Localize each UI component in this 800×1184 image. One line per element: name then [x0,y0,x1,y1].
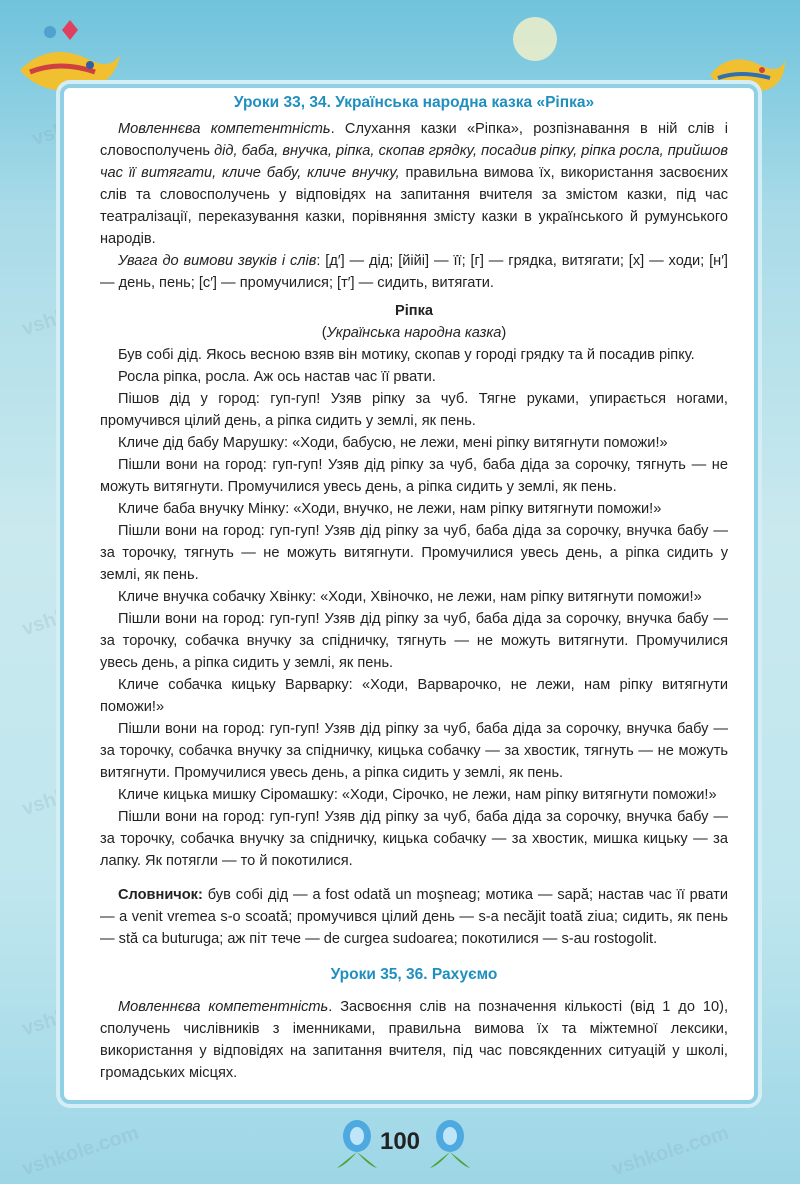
story-paragraph: Пішов дід у город: гуп-гуп! Узяв ріпку за чуб. Тягне руками, упирається ногами, промучився цілий день, а ріпка сидить у землі, як пень. [100,391,728,429]
story-paragraph: Кличе внучка собачку Хвінку: «Ходи, Хвіночко, не лежи, нам ріпку витягнути поможи!» [118,589,702,605]
story-paragraph: Пішли вони на город: гуп-гуп! Узяв дід ріпку за чуб, баба діда за сорочку, внучка бабу — за торочку, собачка внучку за спідничку, тягнуть — не можуть витягнути. Промучилися увесь день, а ріпка сидить у землі, як пень. [100,611,728,671]
story-paragraph: Кличе баба внучку Мінку: «Ходи, внучко, не лежи, нам ріпку витягнути поможи!» [118,501,662,517]
story-subtitle: (Українська народна казка) [321,325,507,341]
sun-circle-decoration [510,14,560,64]
story-paragraph: Був собі дід. Якось весною взяв він мотику, скопав у городі грядку та й посадив ріпку. [118,347,695,363]
flower-ornament-right-icon [428,1118,473,1174]
story-title: Ріпка [394,303,434,319]
lesson-35-36-competence: Мовленнєва компетентність. Засвоєння слів на позначення кількості (від 1 до 10), сполучень числівників з іменниками, правильна вимова їх та міжтемної лексики, використання у відповідях на запитання вчителя, під час повсякденних ситуацій у школі, громадських місцях. [100,999,728,1081]
lesson-33-34-pronunciation: Увага до вимови звуків і слів: [д′] — дід; [йійі] — її; [г] — грядка, витягати; [х] — ходи; [н′] — день, пень; [с′] — промучилися; [т′] — сидить, витягати. [100,253,728,291]
story-paragraph: Пішли вони на город: гуп-гуп! Узяв дід ріпку за чуб, баба діда за сорочку, внучка бабу — за торочку, собачка внучку за спідничку, кицька собачку — за хвостик, тягнуть — не можуть витягнути. Промучилися увесь день, а ріпка сидить у землі, як пень. [100,721,728,781]
lesson-35-36-heading: Уроки 35, 36. Рахуємо [330,966,498,983]
story-paragraph: Кличе собачка кицьку Варварку: «Ходи, Варварочко, не лежи, нам ріпку витягнути поможи!» [100,677,728,715]
story-paragraph: Пішли вони на город: гуп-гуп! Узяв дід ріпку за чуб, баба діда за сорочку, тягнуть — не можуть витягнути. Промучилися увесь день, а ріпка сидить у землі, як пень. [100,457,728,495]
vocabulary-block: Словничок: був собі дід — a fost odată un moşneag; мотика — sapă; настав час її рвати — a venit vremea s-o scoată; промучився цілий день — s-a necăjit toată ziua; сидить, як пень — stă ca buturuga; аж піт тече — de curgea sudoarea; покотилися — s-au rostogolit. [100,887,728,947]
story-paragraph: Пішли вони на город: гуп-гуп! Узяв дід ріпку за чуб, баба діда за сорочку, внучка бабу — за торочку, собачка внучку за спідничку, кицька собачку — за хвостик, мишка кицьку — за лапку. Як потягли — то й покотилися. [100,809,728,869]
story-text [100,344,728,872]
watermark: vshkole.com [609,1121,732,1181]
lesson-33-34-heading: Уроки 33, 34. Українська народна казка «Ріпка» [233,94,595,111]
page-content [100,92,728,1084]
story-paragraph: Пішли вони на город: гуп-гуп! Узяв дід ріпку за чуб, баба діда за сорочку, внучка бабу — за торочку, тягнуть — не можуть витягнути. Промучилися увесь день, а ріпка сидить у землі, як пень. [100,523,728,583]
lesson-33-34-competence: Мовленнєва компетентність. Слухання казки «Ріпка», розпізнавання в ній слів і словосполучень дід, баба, внучка, ріпка, скопав грядку, посадив ріпку, ріпка росла, прийшов час її витягати, кличе бабу, кличе внучку, правильна вимова їх, використання засвоєних слів та словосполучень у відповідях на запитання вчителя за змістом казки, під час театралізації, переказування казки, порівняння змісту казки в українського й румунського народів. [100,121,729,247]
story-paragraph: Кличе кицька мишку Сіромашку: «Ходи, Сірочко, не лежи, нам ріпку витягнути поможи!» [118,787,717,803]
story-paragraph: Росла ріпка, росла. Аж ось настав час її рвати. [118,369,436,385]
watermark: vshkole.com [19,1121,142,1181]
page-number: 100 [379,1128,421,1155]
story-paragraph: Кличе дід бабу Марушку: «Ходи, бабусю, не лежи, мені ріпку витягнути поможи!» [118,435,668,451]
